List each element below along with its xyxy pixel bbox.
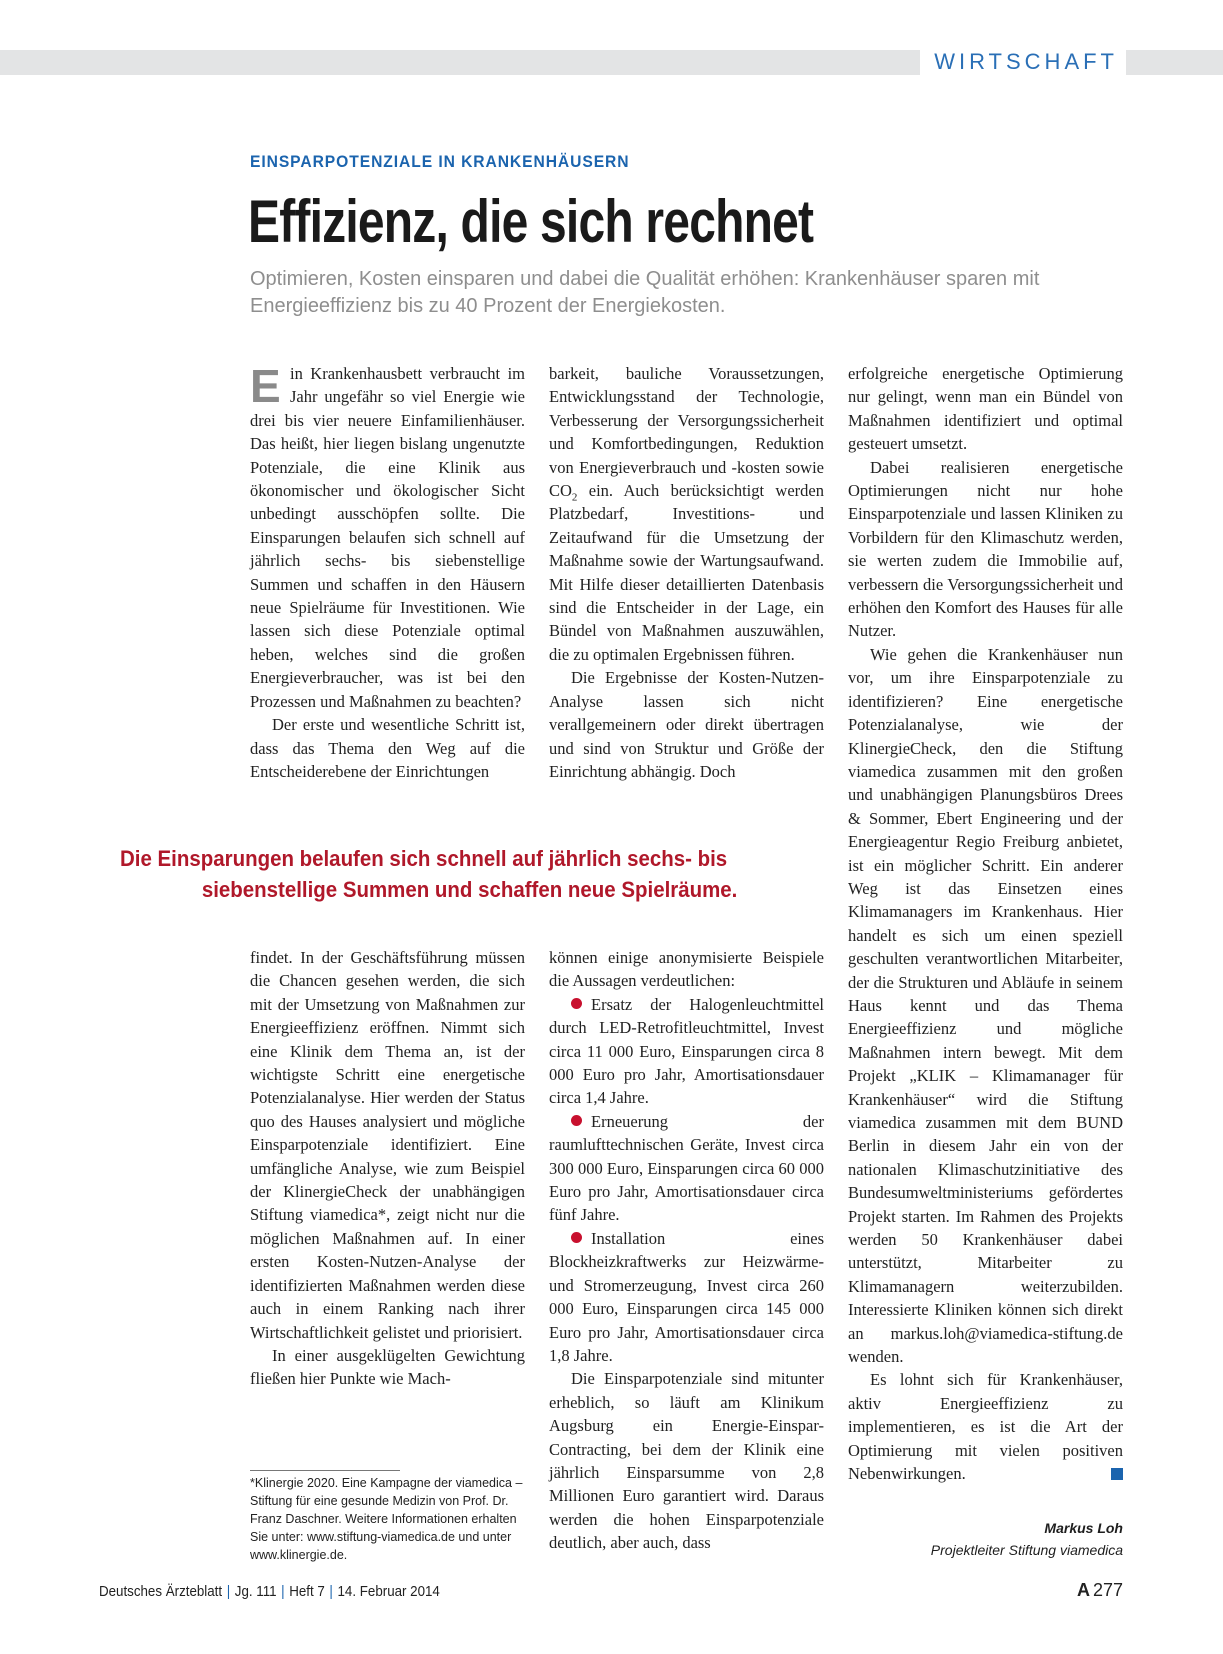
paragraph: Ein Krankenhausbett verbraucht im Jahr ungefähr so viel Energie wie drei bis vier neuere Einfamilienhäuser. Das heißt, hier liegen bislang ungenutzte Potenziale, die eine Klinik aus ökonomischer und ökologischer Sicht unbedingt ausschöpfen sollte. Die Einsparungen belaufen sich schnell auf jährlich sechs- bis siebenstellige Summen und schaffen in den Häusern neue Spielräume für Investitionen. Wie lassen sich diese Potenziale optimal heben, welches sind die großen Energieverbraucher, was ist bei den Prozessen und Maßnahmen zu beachten? bbox=[250, 360, 525, 711]
paragraph: Der erste und wesentliche Schritt ist, dass das Thema den Weg auf die Entscheiderebene der Einrichtungen bbox=[250, 715, 525, 781]
author-role: Projektleiter Stiftung viamedica bbox=[930, 1542, 1123, 1558]
bullet-dot-icon bbox=[571, 1115, 582, 1126]
bullet-dot-icon bbox=[571, 998, 582, 1009]
paragraph: können einige anonymisierte Beispiele die Aussagen verdeutlichen: bbox=[549, 948, 824, 991]
paragraph: Es lohnt sich für Krankenhäuser, aktiv Energieeffizienz zu implementieren, es ist die Art der Optimierung mit vielen positiven Nebenwirkungen. bbox=[848, 1370, 1123, 1484]
paragraph: Wie gehen die Krankenhäuser nun vor, um ihre Einsparpotenziale zu identifizieren? Eine energetische Potenzialanalyse, wie der KlinergieCheck, den die Stiftung viamedica zusammen mit den großen und unabhängigen Planungsbüros Drees & Sommer, Ebert Engineering und der Energieagentur Regio Freiburg anbietet, ist ein möglicher Schritt. Ein anderer Weg ist das Einsetzen eines Klimamanagers im Krankenhaus. Hier handelt es sich um einen speziell geschulten verantwortlichen Mitarbeiter, der die Strukturen und Abläufe in seinem Haus kennt und das Thema Energieeffizienz und mögliche Maßnahmen intern bewegt. Mit dem Projekt „KLIK – Klimamanager für Krankenhäuser“ wird die Stiftung viamedica zusammen mit dem BUND Berlin in diesem Jahr ein von der nationalen Klimaschutzinitiative des Bundesumweltministeriums gefördertes Projekt starten. Im Rahmen des Projekts werden 50 Krankenhäuser dabei unterstützt, Mitarbeiter zu Klimamanagern weiterzubilden. Interessierte Kliniken können sich direkt an markus.loh@viamedica-stiftung.de wenden. bbox=[848, 644, 1123, 1367]
column-2-bottom bbox=[549, 946, 824, 1555]
issue-date: 14. Februar 2014 bbox=[337, 1584, 440, 1600]
drop-cap: E bbox=[250, 360, 281, 412]
pull-quote-line: siebenstellige Summen und schaffen neue Spielräume. bbox=[201, 877, 738, 902]
article-kicker: EINSPARPOTENZIALE IN KRANKENHÄUSERN bbox=[250, 152, 630, 171]
paragraph: Die Einsparpotenziale sind mitunter erheblich, so läuft am Klinikum Augsburg ein Energie-Einspar-Contracting, bei dem der Klinik eine jährlich Einsparsumme von 2,8 Millionen Euro garantiert wird. Daraus werden die hohen Einsparpotenziale deutlich, aber auch, dass bbox=[549, 1369, 824, 1553]
column-3 bbox=[848, 362, 1123, 1486]
page-number: A 277 bbox=[1076, 1580, 1123, 1600]
column-1-bottom bbox=[250, 946, 525, 1391]
volume: Jg. 111 bbox=[234, 1584, 277, 1600]
bullet-item: Erneuerung der raumlufttechnischen Geräte, Invest circa 300 000 Euro, Einsparungen circa 60 000 Euro pro Jahr, Amortisationsdauer circa fünf Jahre. bbox=[549, 1111, 824, 1225]
paragraph: Dabei realisieren energetische Optimierungen nicht nur hohe Einsparpotenziale und lassen Kliniken zu Vorbildern für den Klimaschutz werden, sie werten zudem die Immobilie auf, verbessern die Versorgungssicherheit und erhöhen den Komfort des Hauses für alle Nutzer. bbox=[848, 457, 1123, 641]
end-mark-icon bbox=[1111, 1468, 1123, 1480]
paragraph: Die Ergebnisse der Kosten-Nutzen-Analyse lassen sich nicht verallgemeinern oder direkt übertragen und sind von Struktur und Größe der Einrichtung abhängig. Doch bbox=[549, 668, 824, 781]
author-name: Markus Loh bbox=[1044, 1520, 1123, 1536]
paragraph: In einer ausgeklügelten Gewichtung fließen hier Punkte wie Mach- bbox=[250, 1345, 525, 1389]
paragraph: erfolgreiche energetische Optimierung nur gelingt, wenn man ein Bündel von Maßnahmen identifiziert und optimal gesteuert umsetzt. bbox=[848, 364, 1123, 454]
bullet-dot-icon bbox=[571, 1232, 582, 1243]
bullet-item: Ersatz der Halogenleuchtmittel durch LED-Retrofitleuchtmittel, Invest circa 11 000 Euro, Einsparungen circa 8 000 Euro pro Jahr, Amortisationsdauer circa 1,4 Jahre. bbox=[549, 994, 824, 1108]
author-block bbox=[931, 1517, 1123, 1561]
article-title: Effizienz, die sich rechnet bbox=[248, 188, 814, 255]
column-1-top bbox=[250, 362, 525, 783]
section-label: WIRTSCHAFT bbox=[920, 48, 1126, 76]
issue: Heft 7 bbox=[289, 1584, 325, 1600]
bullet-item: Installation eines Blockheizkraftwerks zur Heizwärme- und Stromerzeugung, Invest circa 260 000 Euro, Einsparungen circa 145 000 Euro pro Jahr, Amortisationsdauer circa 1,8 Jahre. bbox=[549, 1228, 824, 1365]
pull-quote-line: Die Einsparungen belaufen sich schnell auf jährlich sechs- bis bbox=[120, 846, 728, 871]
article-lead: Optimieren, Kosten einsparen und dabei die Qualität erhöhen: Krankenhäuser sparen mit Energieeffizienz bis zu 40 Prozent der Energiekosten. bbox=[250, 268, 1040, 317]
page-footer: Deutsches Ärzteblatt | Jg. 111 | Heft 7 | 14. Februar 2014 bbox=[99, 1584, 440, 1600]
paragraph: findet. In der Geschäftsführung müssen die Chancen gesehen werden, die sich mit der Umsetzung von Maßnahmen zur Energieeffizienz eröffnen. Nimmt sich eine Klinik dem Thema an, ist der wichtigste Schritt eine energetische Potenzialanalyse. Hier werden der Status quo des Hauses analysiert und mögliche Einsparpotenziale identifiziert. Eine umfängliche Analyse, wie zum Beispiel der KlinergieCheck der unabhängigen Stiftung viamedica*, zeigt nicht nur die möglichen Maßnahmen auf. In einer ersten Kosten-Nutzen-Analyse der identifizierten Maßnahmen werden diese auch in einem Ranking nach ihrer Wirtschaftlichkeit gelistet und priorisiert. bbox=[250, 948, 525, 1342]
footnote: *Klinergie 2020. Eine Kampagne der viamedica – Stiftung für eine gesunde Medizin von Prof. Dr. Franz Daschner. Weitere Informationen erhalten Sie unter: www.stiftung-viamedica.de und unter www.klinergie.de. bbox=[250, 1476, 523, 1562]
column-2-top bbox=[549, 362, 824, 783]
pull-quote bbox=[120, 843, 762, 905]
footnote-divider bbox=[250, 1470, 400, 1471]
journal-name: Deutsches Ärzteblatt bbox=[99, 1584, 223, 1600]
paragraph: barkeit, bauliche Voraussetzungen, Entwicklungsstand der Technologie, Verbesserung der Versorgungssicherheit und Komfortbedingungen, Reduktion von Energieverbrauch und -kosten sowie $CO_2$ ein. Auch berücksichtigt werden Platzbedarf, Investitions- und Zeitaufwand für die Umsetzung der Maßnahme sowie der Wartungsaufwand. Mit Hilfe dieser detaillierten Datenbasis sind die Entscheider in der Lage, ein Bündel von Maßnahmen auszuwählen, die zu optimalen Ergebnissen führen. bbox=[549, 364, 824, 664]
